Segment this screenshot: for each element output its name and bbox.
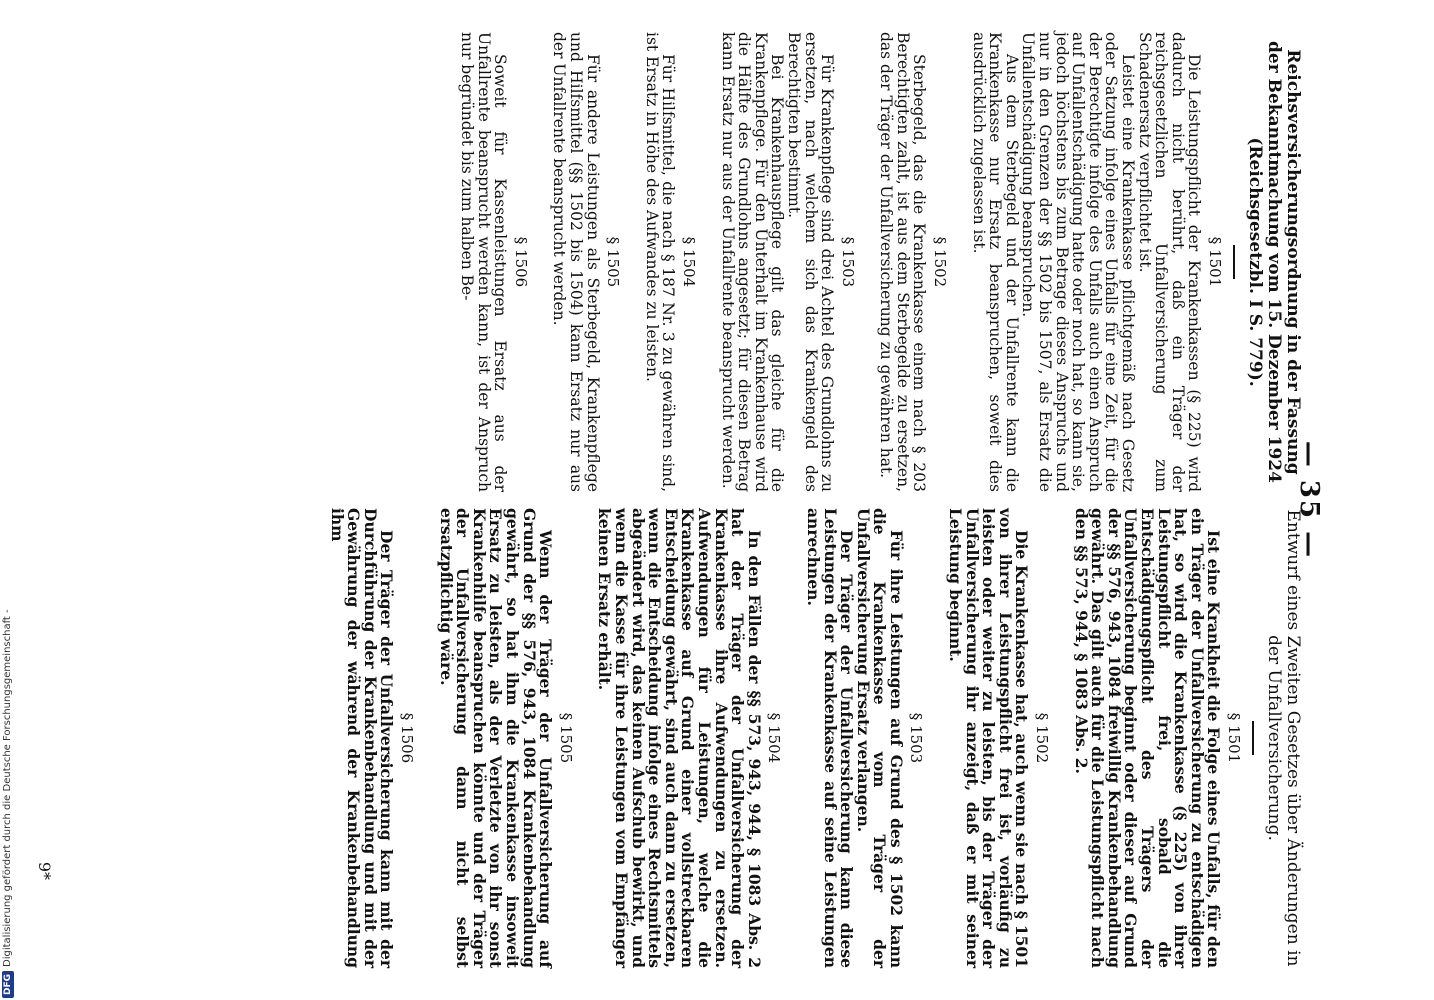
section: [643, 32, 697, 492]
paragraph: Aus dem Sterbegeld und der Unfallrente kann die Krankenkasse nur Ersatz beanspruchen, soweit dies ausdrücklich zugelassen ist.: [969, 32, 1021, 492]
section-body: [804, 508, 904, 968]
section-body: [947, 508, 1030, 968]
section-title: § 1506: [398, 712, 417, 764]
right-column-header: Entwurf eines Zweiten Gesetzes über Änderungen in der Unfallversicherung.: [1264, 509, 1303, 967]
section-title: § 1505: [556, 712, 575, 764]
paragraph: Die Krankenkasse hat, auch wenn sie nach § 1501 von ihrer Leistungspflicht frei ist, vorläufig zu leisten oder weiter zu leisten, bis der Träger der Unfallversicherung ihr anzeigt, daß er mit seiner Leistung beginnt.: [946, 508, 1032, 968]
paragraph: Für Krankenpflege sind drei Achtel des Grundlohns zu ersetzen, nach welchem sich das Krankengeld des Berechtigten bestimmt.: [784, 32, 837, 492]
header-rule: [1233, 245, 1235, 279]
digitization-notice-text: [2, 609, 14, 998]
section-title: § 1503: [907, 712, 926, 764]
section: [719, 32, 856, 492]
page-number: — 35 —: [1294, 440, 1324, 560]
right-column: [306, 508, 1302, 968]
section: [328, 508, 415, 968]
section-title: § 1505: [604, 236, 623, 288]
section: [878, 32, 948, 492]
paragraph: Für andere Leistungen als Sterbegeld, Krankenpflege und Hilfsmittel (§§ 1502 bis 1504) kann Ersatz nur aus der Unfallrente beansprucht werden.: [550, 32, 602, 492]
paragraph: Ist eine Krankheit die Folge eines Unfalls, für den ein Träger der Unfallversicherung zu entschädigen hat, so wird die Krankenkasse (§ 225) von ihrer Leistungspflicht frei, sobald die Entschädigungspflicht des Trägers der Unfallversicherung beginnt oder dieser auf Grund der §§ 576, 943, 1084 freiwillig Krankenbehandlung gewährt. Das gilt auch für die Leistungspflicht nach den §§ 573, 944, § 1083 Abs. 2.: [1071, 508, 1224, 968]
section-body: [878, 32, 928, 492]
paragraph: Soweit für Kassenleistungen Ersatz aus der Unfallrente beansprucht werden kann, ist der Anspruch nur begründet bis zum halben Be-: [458, 32, 510, 492]
section-title: § 1504: [765, 712, 784, 764]
section-body: [551, 32, 601, 492]
section-body: [719, 32, 835, 492]
section-body: [1071, 508, 1224, 968]
left-column: [436, 32, 1302, 492]
section: [458, 32, 528, 492]
section-body: [458, 32, 508, 492]
left-column-header: Reichsversicherungsordnung in der Fassung der Bekanntmachung vom 15. Dezember 1924 (Reichsgesetzbl. I S. 779).: [1245, 41, 1303, 483]
section-title: § 1502: [931, 236, 950, 288]
section-title: § 1506: [511, 236, 530, 288]
paragraph: Für Hilfsmittel, die nach § 187 Nr. 3 zu gewähren sind, ist Ersatz in Höhe des Aufwandes zu leisten.: [642, 32, 678, 492]
section-title: § 1501: [1225, 712, 1243, 764]
paragraph: Für ihre Leistungen auf Grund des § 1502 kann die Krankenkasse vom Träger der Unfallversicherung Ersatz verlangen.: [853, 508, 906, 968]
dfg-logo-icon: DFG: [2, 971, 14, 998]
section: [596, 508, 783, 968]
paragraph: In den Fällen der §§ 573, 943, 944, § 1083 Abs. 2 hat der Träger der Unfallversicherung der Krankenkasse ihre Aufwendungen zu ersetzen. Aufwendungen für Leistungen, welche die Krankenkasse auf Grund einer vollstreckbaren Entscheidung gewährt, sind auch dann zu ersetzen, wenn die Entscheidung infolge eines Rechtsmittels abgeändert wird, das keinen Aufschub bewirkt, und wenn die Kasse für ihre Leistungen vom Empfänger keinen Ersatz erhält.: [595, 508, 764, 968]
paragraph: Sterbegeld, das die Krankenkasse einem nach § 203 Berechtigten zahlt, ist aus dem Sterbegelde zu ersetzen, das der Träger der Unfallversicherung zu gewähren hat.: [877, 32, 929, 492]
section-body: [596, 508, 762, 968]
paragraph: Die Leistungspflicht der Krankenkassen (§ 225) wird dadurch nicht berührt, daß ein Träger der reichsgesetzlichen Unfallversicherung zum Schadenersatz verpflichtet ist.: [1135, 32, 1204, 492]
paragraph: Leistet eine Krankenkasse pflichtgemäß nach Gesetz oder Satzung infolge eines Unfalls für eine Zeit, für die der Berechtigte infolge des Unfalls auch einen Anspruch auf Unfallentschädigung hatte oder noch hat, so kann sie, jedoch höchstens bis zum Betrage dieses Anspruchs und nur in den Grenzen der §§ 1502 bis 1507, als Ersatz die Unfallentschädigung beanspruchen.: [1019, 32, 1138, 492]
left-sections: [458, 32, 1223, 492]
section-title: § 1502: [1033, 712, 1052, 764]
paragraph: Bei Krankenhauspflege gilt das gleiche für die Krankenpflege. Für den Unterhalt im Krankenhause wird die Hälfte des Grundlohns angesetzt; für diesen Betrag kann Ersatz nur aus der Unfallrente beansprucht werden.: [718, 32, 787, 492]
paragraph: Der Träger der Unfallversicherung kann mit der Durchführung der Krankenbehandlung und mit der Gewährung der während der Krankenbehandlung ihm: [327, 508, 397, 968]
section-body: [327, 508, 397, 968]
section: [551, 32, 621, 492]
right-sections: [328, 508, 1242, 968]
section-body: [643, 32, 676, 492]
section: [437, 508, 574, 968]
section: [970, 32, 1223, 492]
header-rule: [1252, 721, 1254, 755]
section-title: § 1503: [838, 236, 857, 288]
paragraph: Der Träger der Unfallversicherung kann diese Leistungen der Krankenkasse auf seine Leistungen anrechnen.: [803, 508, 857, 968]
paragraph: Wenn der Träger der Unfallversicherung auf Grund der §§ 576, 943, 1084 Krankenbehandlung gewährt, so hat ihm die Krankenkasse insoweit Ersatz zu leisten, als der Verletzte von ihr sonst Krankenhilfe beanspruchen könnte und der Träger der Unfallversicherung dann nicht selbst ersatzpflichtig wäre.: [436, 508, 556, 968]
section: [1072, 508, 1242, 968]
section-body: [970, 32, 1202, 492]
section: [947, 508, 1051, 968]
section-title: § 1504: [679, 236, 698, 288]
notice-label: Digitalisierung gefördert durch die Deutsche Forschungsgemeinschaft -: [2, 609, 13, 967]
section-title: § 1501: [1206, 236, 1224, 288]
section: [804, 508, 924, 968]
section-body: [436, 508, 556, 968]
signature-mark: 9*: [35, 861, 54, 880]
